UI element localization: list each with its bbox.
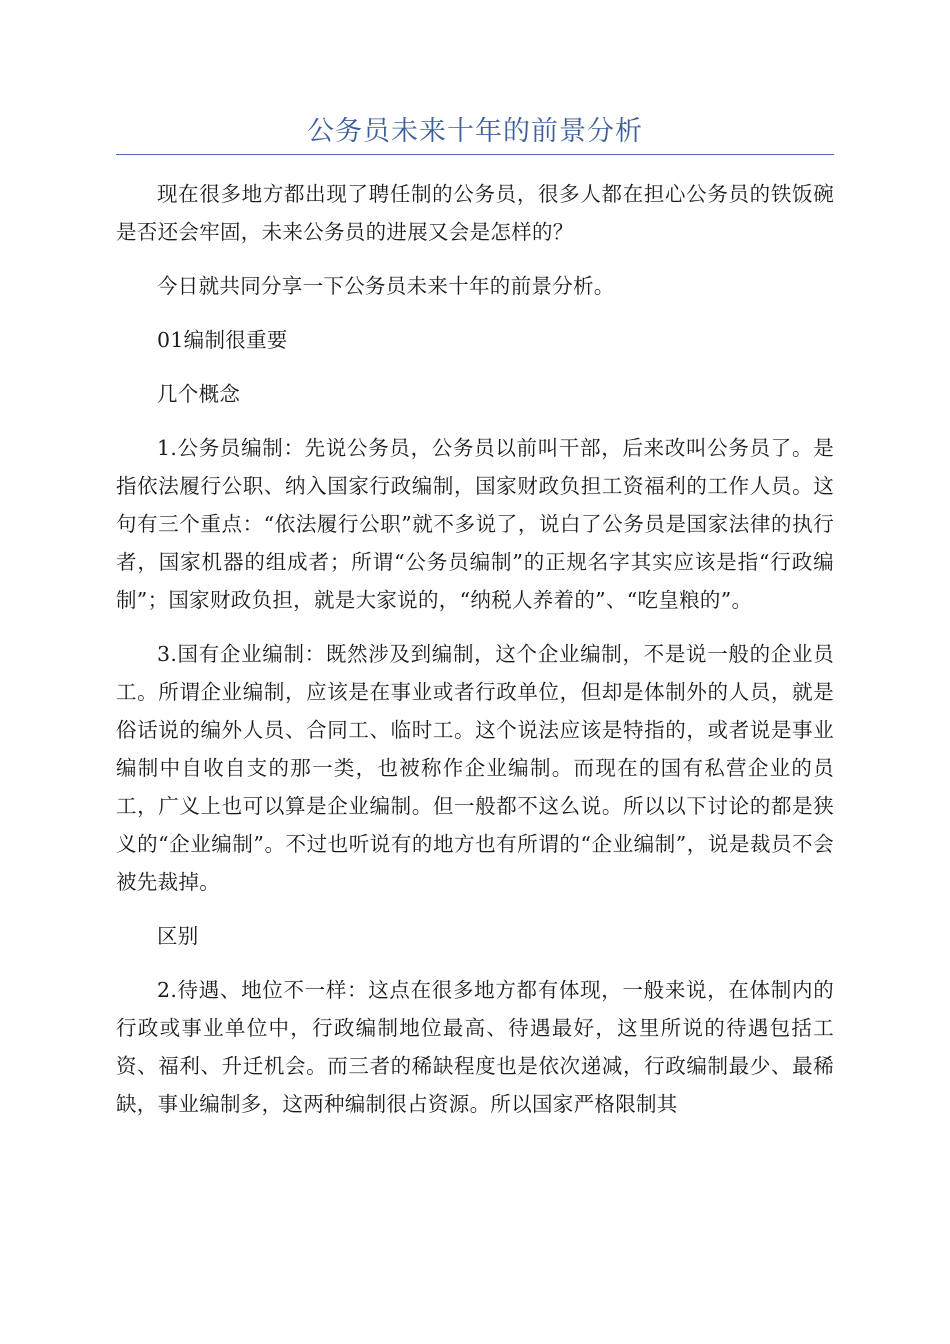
document-title: 公务员未来十年的前景分析 [307, 116, 643, 147]
title-underline [116, 154, 834, 155]
paragraph-share: 今日就共同分享一下公务员未来十年的前景分析。 [157, 274, 615, 298]
paragraph-intro: 现在很多地方都出现了聘任制的公务员，很多人都在担心公务员的铁饭碗是否还会牢固，未来公务员的进展又会是怎样的？ [116, 182, 834, 244]
section-heading-01: 01编制很重要 [157, 328, 288, 352]
document-body [116, 175, 834, 1139]
subheading-differences: 区别 [157, 924, 199, 948]
subheading-concepts: 几个概念 [157, 382, 241, 406]
paragraph-enterprise-quota: 3.国有企业编制：既然涉及到编制，这个企业编制，不是说一般的企业员工。所谓企业编制，应该是在事业或者行政单位，但却是体制外的人员，就是俗话说的编外人员、合同工、临时工。这个说法应该是特指的，或者说是事业编制中自收自支的那一类，也被称作企业编制。而现在的国有私营企业的员工，广义上也可以算是企业编制。但一般都不这么说。所以以下讨论的都是狭义的“企业编制”。不过也听说有的地方也有所谓的“企业编制”，说是裁员不会被先裁掉。 [116, 642, 834, 894]
paragraph-civil-servant-quota: 1.公务员编制：先说公务员，公务员以前叫干部，后来改叫公务员了。是指依法履行公职、纳入国家行政编制，国家财政负担工资福利的工作人员。这句有三个重点：“依法履行公职”就不多说了，说白了公务员是国家法律的执行者，国家机器的组成者；所谓“公务员编制”的正规名字其实应该是指“行政编制”；国家财政负担，就是大家说的，“纳税人养着的”、“吃皇粮的”。 [116, 436, 834, 612]
paragraph-treatment-status: 2.待遇、地位不一样：这点在很多地方都有体现，一般来说，在体制内的行政或事业单位中，行政编制地位最高、待遇最好，这里所说的待遇包括工资、福利、升迁机会。而三者的稀缺程度也是依次递减，行政编制最少、最稀缺，事业编制多，这两种编制很占资源。所以国家严格限制其 [116, 978, 834, 1116]
